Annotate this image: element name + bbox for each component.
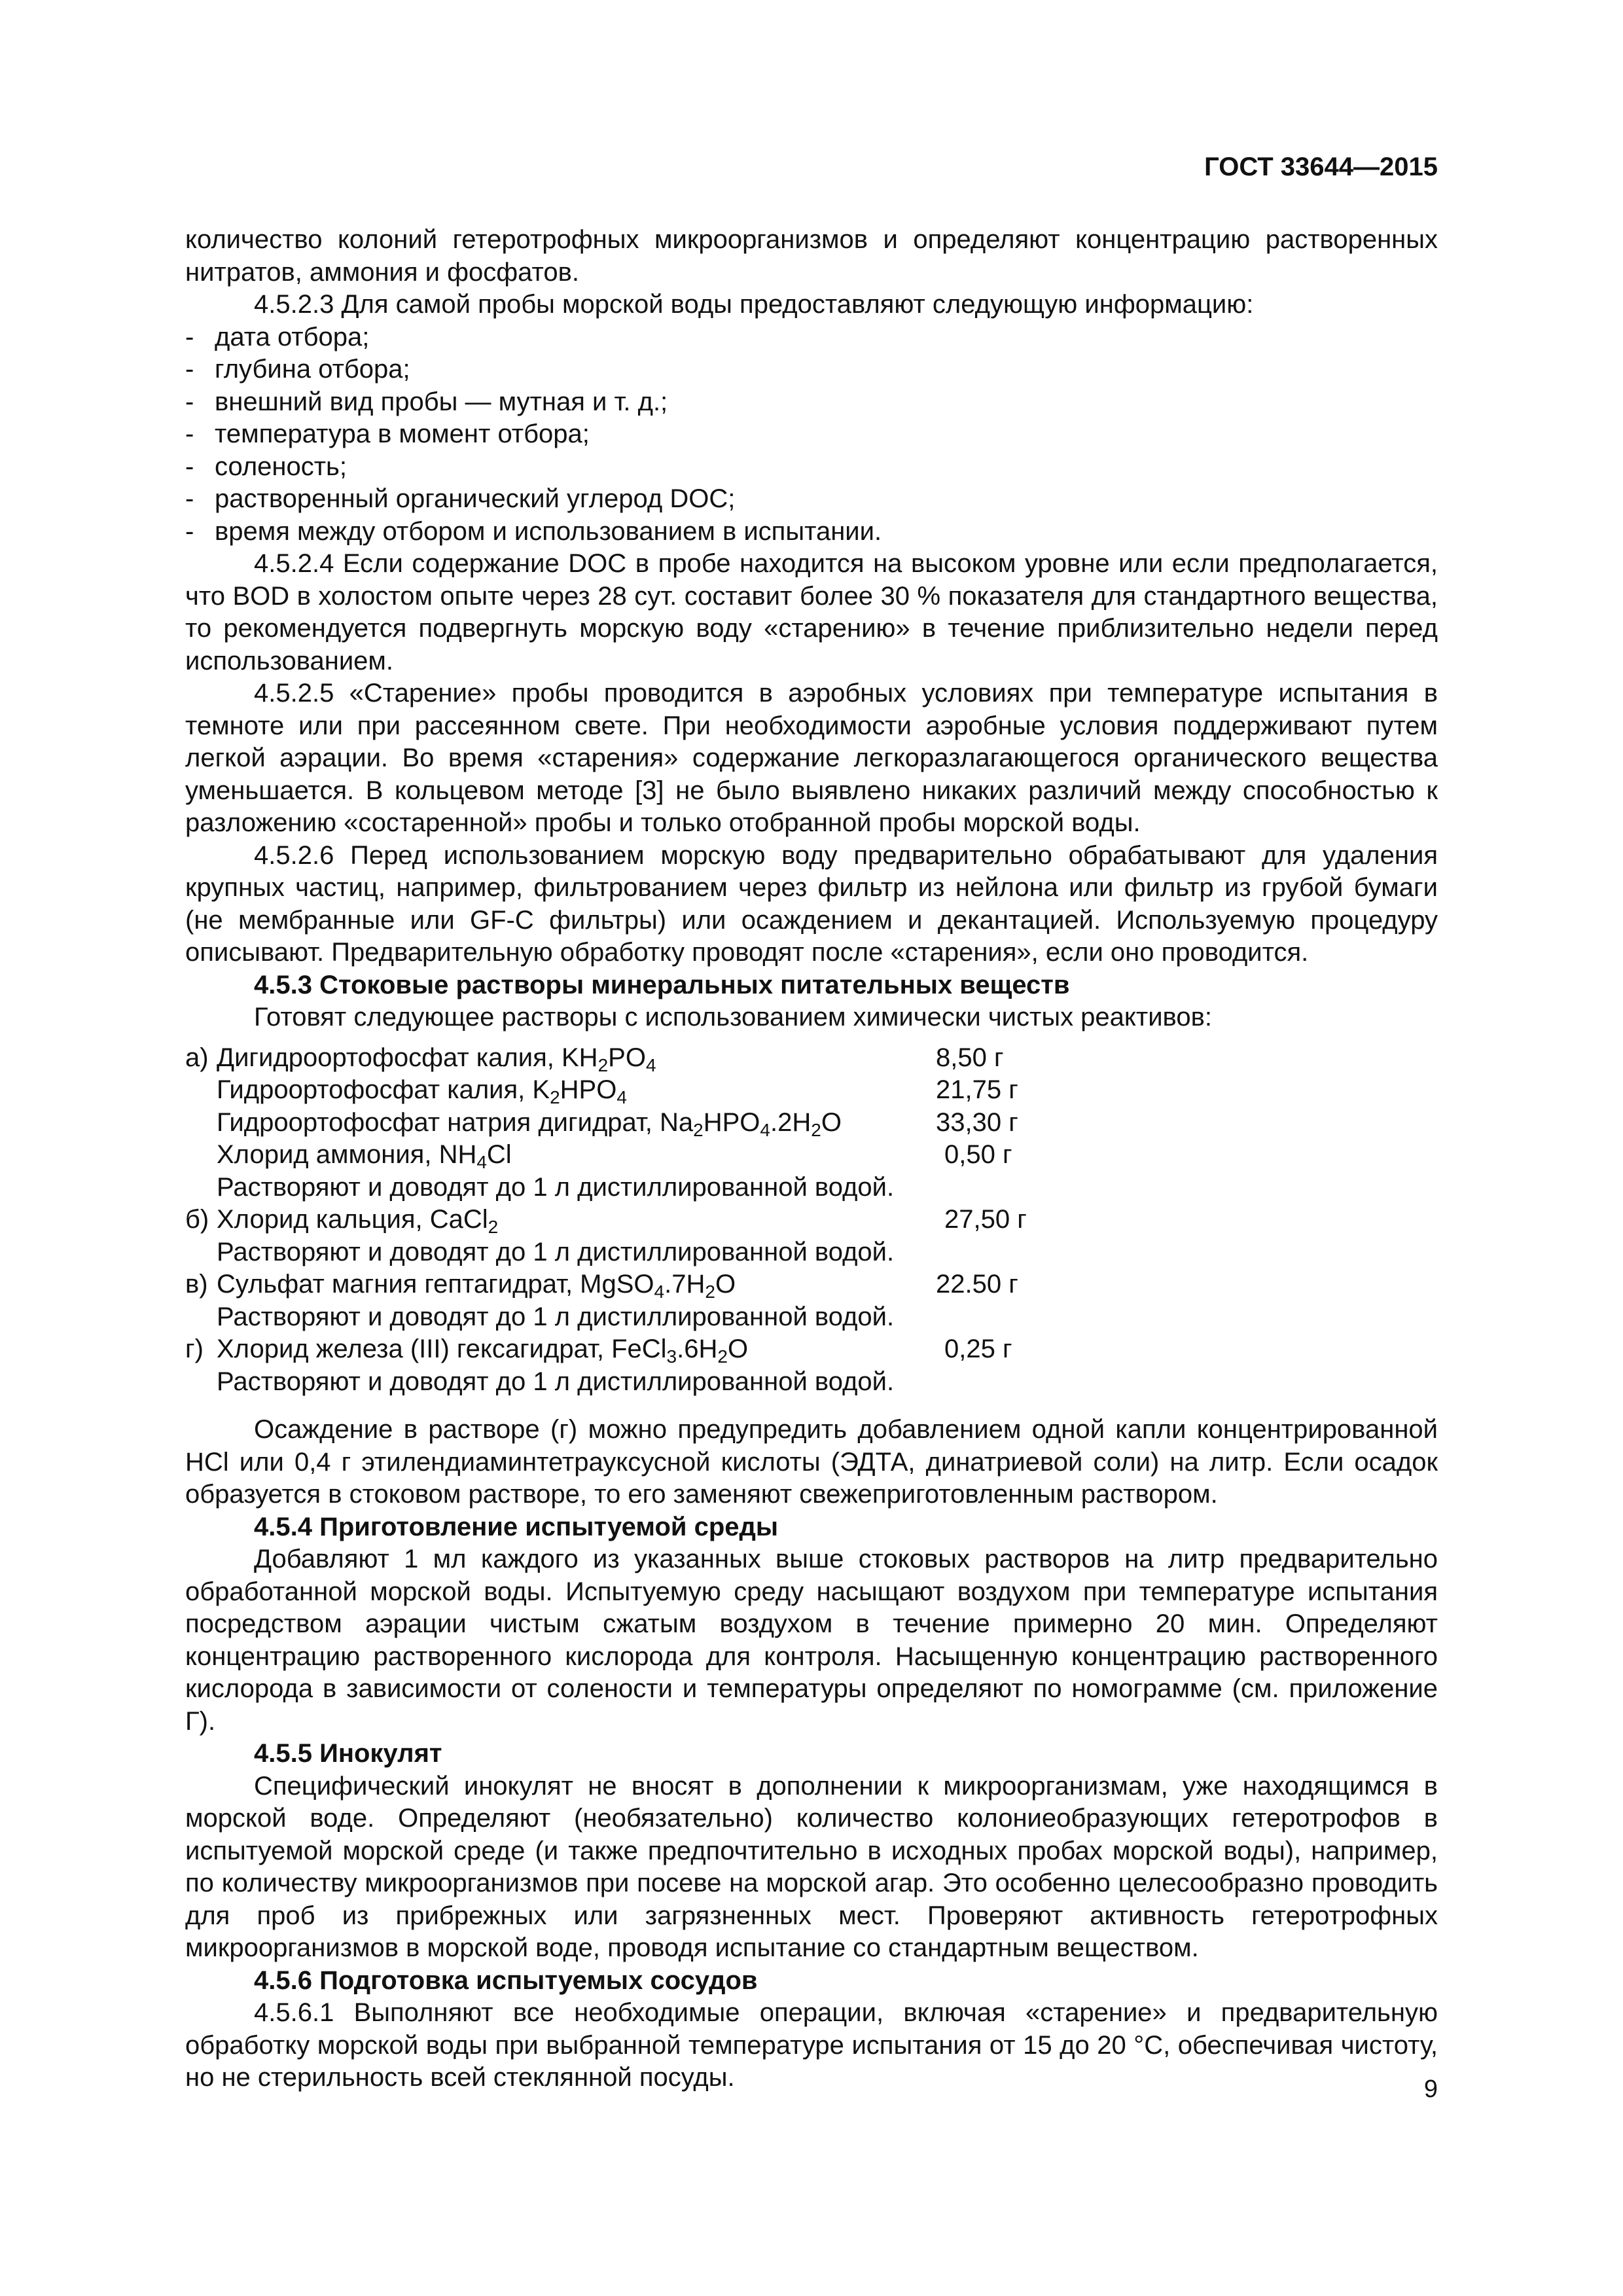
heading-4-5-3: 4.5.3 Стоковые растворы минеральных питательных веществ: [254, 970, 1070, 999]
list-item: - дата отбора;: [185, 322, 370, 351]
list-item: - соленость;: [185, 452, 348, 481]
heading-4-5-5: 4.5.5 Инокулят: [254, 1739, 442, 1768]
document-body: [185, 224, 1438, 2094]
paragraph-continuation: количество колоний гетеротрофных микроорганизмов и определяют концентрацию растворенных нитратов, аммония и фосфатов.: [185, 225, 1438, 287]
reagent-row-a3: Гидроортофосфат натрия дигидрат, $Na_2HPO_4.2H_2O$ 33,30 г: [217, 1107, 1018, 1140]
reagent-row-a4: Хлорид аммония, $NH_4Cl$ 0,50 г: [217, 1140, 1012, 1172]
reagent-row-d: г) Хлорид железа (III) гексагидрат, $FeCl_3.6H_2O$ 0,25 г: [185, 1335, 1012, 1367]
reagent-dissolve-note: Растворяют и доводят до 1 л дистиллированной водой.: [217, 1172, 895, 1202]
heading-4-5-6: 4.5.6 Подготовка испытуемых сосудов: [254, 1965, 758, 1995]
reagent-row-a1: а) Дигидроортофосфат калия, $KH_2PO_4$ 8,50 г: [185, 1043, 1004, 1075]
reagent-dissolve-note: Растворяют и доводят до 1 л дистиллированной водой.: [217, 1302, 895, 1331]
paragraph-4-5-4: Добавляют 1 мл каждого из указанных выше стоковых растворов на литр предварительно обработанной морской воды. Испытуемую среду насыщают воздухом при температуре испытания посредством аэрации чистым сжатым воздухом в течение примерно 20 мин. Определяют концентрацию растворенного кислорода для контроля. Насыщенную концентрацию растворенного кислорода в зависимости от солености и температуры определяют по номограмме (см. приложение Г).: [185, 1545, 1438, 1736]
paragraph-4-5-2-4: 4.5.2.4 Если содержание DOC в пробе находится на высоком уровне или если предполагается, что BOD в холостом опыте через 28 сут. составит более 30 % показателя для стандартного вещества, то рекомендуется подвергнуть морскую воду «старению» в течение приблизительно недели перед использованием.: [185, 549, 1438, 675]
paragraph-4-5-2-6: 4.5.2.6 Перед использованием морскую воду предварительно обрабатывают для удаления крупных частиц, например, фильтрованием через фильтр из нейлона или фильтр из грубой бумаги (не мембранные или GF-C фильтры) или осаждением и декантацией. Используемую процедуру описывают. Предварительную обработку проводят после «старения», если оно проводится.: [185, 840, 1438, 967]
list-item: - глубина отбора;: [185, 355, 410, 384]
paragraph-4-5-2-3: 4.5.2.3 Для самой пробы морской воды предоставляют следующую информацию:: [254, 290, 1254, 319]
reagent-row-c: в) Сульфат магния гептагидрат, $MgSO_4.7H_2O$ 22.50 г: [185, 1270, 1018, 1302]
list-item: - растворенный органический углерод DOC;: [185, 484, 736, 513]
paragraph-4-5-3-intro: Готовят следующее растворы с использованием химически чистых реактивов:: [254, 1003, 1212, 1031]
paragraph-4-5-5: Специфический инокулят не вносят в дополнении к микроорганизмам, уже находящимся в морской воде. Определяют (необязательно) количество колониеобразующих гетеротрофов в испытуемой морской среде (и также предпочтительно в исходных пробах морской воды), например, по количеству микроорганизмов при посеве на морской агар. Это особенно целесообразно проводить для проб из прибрежных или загрязненных мест. Проверяют активность гетеротрофных микроорганизмов в морской воде, проводя испытание со стандартным веществом.: [185, 1771, 1438, 1962]
reagent-dissolve-note: Растворяют и доводят до 1 л дистиллированной водой.: [217, 1367, 895, 1396]
reagent-row-b: б) Хлорид кальция, CaCl$_2$ 27,50 г: [185, 1205, 1027, 1237]
info-list: [185, 321, 1438, 548]
document-header-standard-id: ГОСТ 33644—2015: [1204, 152, 1438, 181]
list-item: - температура в момент отбора;: [185, 420, 590, 448]
paragraph-4-5-6-1: 4.5.6.1 Выполняют все необходимые операции, включая «старение» и предварительную обработку морской воды при выбранной температуре испытания от 15 до 20 °С, обеспечивая чистоту, но не стерильность всей стеклянной посуды.: [185, 1998, 1438, 2092]
list-item: - время между отбором и использованием в испытании.: [185, 516, 882, 546]
heading-4-5-4: 4.5.4 Приготовление испытуемой среды: [254, 1512, 779, 1541]
list-item: - внешний вид пробы — мутная и т. д.;: [185, 387, 668, 416]
reagent-dissolve-note: Растворяют и доводят до 1 л дистиллированной водой.: [217, 1237, 895, 1266]
paragraph-4-5-2-5: 4.5.2.5 «Старение» пробы проводится в аэробных условиях при температуре испытания в темноте или при рассеянном свете. При необходимости аэробные условия поддерживают путем легкой аэрации. Во время «старения» содержание легкоразлагающегося органического вещества уменьшается. В кольцевом методе [3] не было выявлено никаких различий между способностью к разложению «состаренной» пробы и только отобранной пробы морской воды.: [185, 679, 1438, 837]
reagent-list: [185, 1042, 1438, 1399]
page-number: 9: [1423, 2075, 1438, 2103]
reagent-row-a2: Гидроортофосфат калия, $K_2HPO_4$ 21,75 г: [217, 1075, 1018, 1107]
paragraph-precipitation: Осаждение в растворе (г) можно предупредить добавлением одной капли концентрированной HCl или 0,4 г этилендиаминтетрауксусной кислоты (ЭДТА, динатриевой соли) на литр. Если осадок образуется в стоковом растворе, то его заменяют свежеприготовленным раствором.: [185, 1415, 1438, 1509]
